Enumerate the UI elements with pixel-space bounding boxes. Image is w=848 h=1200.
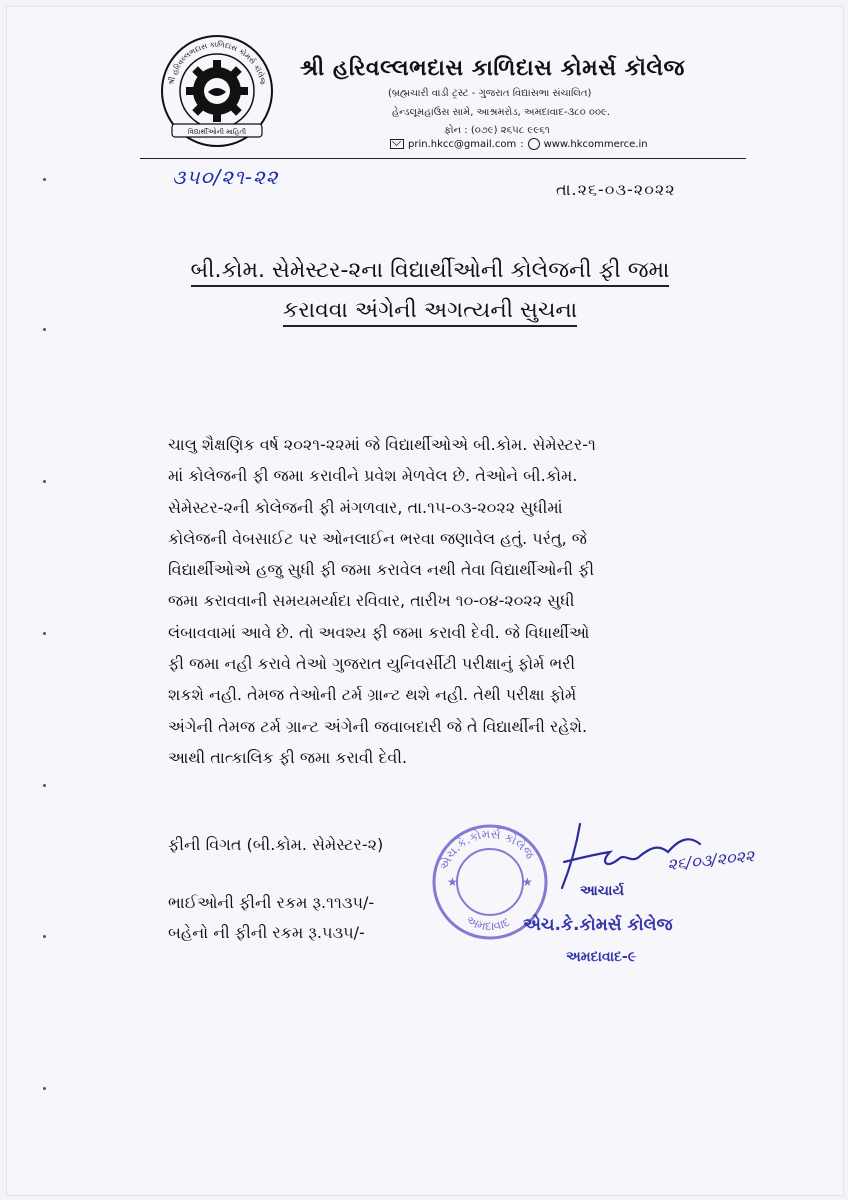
subject-text-1: બી.કોમ. સેમેસ્ટર-૨ના વિદ્યાર્થીઓની કોલેજની ફી જમા [191, 258, 670, 287]
scan-dot [43, 784, 46, 787]
phone-line: ફોન : (૦૭૯) ૨૬૫૮ ૯૯૬૧ [444, 125, 550, 136]
globe-icon [528, 138, 540, 150]
college-name: શ્રી હરિવલ્લભદાસ કાળિદાસ કોમર્સ કૉલેજ [300, 56, 685, 81]
email-text: prin.hkcc@gmail.com [408, 138, 517, 150]
reference-number: ૩૫૦/૨૧-૨૨ [172, 165, 279, 189]
subject-text-2: કરાવવા અંગેની અગત્યની સુચના [283, 298, 577, 327]
fee-girls: બહેનો ની ફીની રકમ રૂ.૫૩૫/- [168, 923, 365, 942]
signatory-city: અમદાવાદ-૯ [566, 949, 636, 965]
scan-dot [43, 632, 46, 635]
body-line: જમા કરાવવાની સમયમર્યાદા રવિવાર, તારીખ ૧૦-૦૪-૨૦૨૨ સુધી [168, 591, 575, 611]
logo-banner-text: વિદ્યાર્થીઓની માહિતી [187, 128, 247, 136]
stamp-city-text: અમદાવાદ [463, 912, 512, 934]
scan-dot [43, 480, 46, 483]
body-line: સેમેસ્ટર-૨ની કોલેજની ફી મંગળવાર, તા.૧૫-૦૩-૨૦૨૨ સુધીમાં [168, 497, 563, 517]
website-text: www.hkcommerce.in [543, 138, 648, 150]
subject-line-2 [130, 298, 730, 323]
college-logo [158, 32, 276, 150]
stamp-star-icon: ★ [447, 875, 458, 889]
body-line: શકશે નહી. તેમજ તેઓની ટર્મ ગ્રાન્ટ થશે નહી. તેથી પરીક્ષા ફોર્મ [168, 685, 577, 705]
fee-detail-heading: ફીની વિગત (બી.કોમ. સેમેસ્ટર-૨) [168, 835, 384, 854]
scan-dot [43, 328, 46, 331]
scan-dot [43, 178, 46, 181]
body-line: લંબાવવામાં આવે છે. તો અવશ્ય ફી જમા કરાવી દેવી. જે વિધાર્થીઓ [168, 622, 590, 642]
body-line: વિદ્યાર્થીઓએ હજુ સુધી ફી જમા કરાવેલ નથી તેવા વિદ્યાર્થીઓની ફી [168, 560, 595, 580]
body-line: ફી જમા નહી કરાવે તેઓ ગુજરાત યુનિવર્સીટી પરીક્ષાનું ફોર્મ ભરી [168, 654, 576, 674]
signatory-title: આચાર્ય [580, 883, 624, 899]
notice-body [168, 429, 682, 773]
fee-boys: ભાઈઓની ફીની રકમ રૂ.૧૧૩૫/- [168, 893, 375, 912]
signature-date: ૨૬/૦૩/૨૦૨૨ [666, 845, 756, 874]
logo-ring-text: શ્રી હરિવલ્લભદાસ કાળિદાસ કોમર્સ કૉલેજ [166, 39, 268, 86]
separator: : [520, 138, 524, 150]
body-line: કોલેજની વેબસાઈટ પર ઓનલાઈન ભરવા જણાવેલ હતું. પરંતુ, જે [168, 528, 587, 548]
signatory-org: એચ.કે.કોમર્સ કોલેજ [523, 915, 673, 935]
envelope-icon [390, 139, 404, 149]
body-line: આથી તાત્કાલિક ફી જમા કરાવી દેવી. [168, 747, 408, 767]
trust-line: (બ્રહ્મચારી વાડી ટ્રસ્ટ - ગુજરાત વિદ્યાસભા સંચાલિત) [388, 88, 592, 99]
stamp-star-icon: ★ [522, 875, 533, 889]
address-line: હેન્ડલૂમહાઉસ સામે, આશ્રમરોડ, અમદાવાદ-૩૮૦ ૦૦૯. [392, 107, 611, 118]
contact-line [390, 138, 648, 150]
body-line: માં કોલેજની ફી જમા કરાવીને પ્રવેશ મેળવેલ છે. તેઓને બી.કોમ. [168, 466, 578, 486]
body-line: ચાલુ શૈક્ષણિક વર્ષ ૨૦૨૧-૨૨માં જે વિદ્યાર્થીઓએ બી.કોમ. સેમેસ્ટર-૧ [168, 435, 596, 454]
principal-signature [540, 818, 780, 898]
body-line: અંગેની તેમજ ટર્મ ગ્રાન્ટ અંગેની જવાબદારી જે તે વિદ્યાર્થીની રહેશે. [168, 716, 588, 736]
scan-dot [43, 935, 46, 938]
stamp-ring-text: એચ.કે.કોમર્સ કોલેજ [436, 826, 538, 873]
letter-date: તા.૨૬-૦૩-૨૦૨૨ [556, 180, 676, 199]
scan-dot [43, 1087, 46, 1090]
letterhead-divider [140, 158, 746, 159]
subject-line-1 [130, 258, 730, 283]
